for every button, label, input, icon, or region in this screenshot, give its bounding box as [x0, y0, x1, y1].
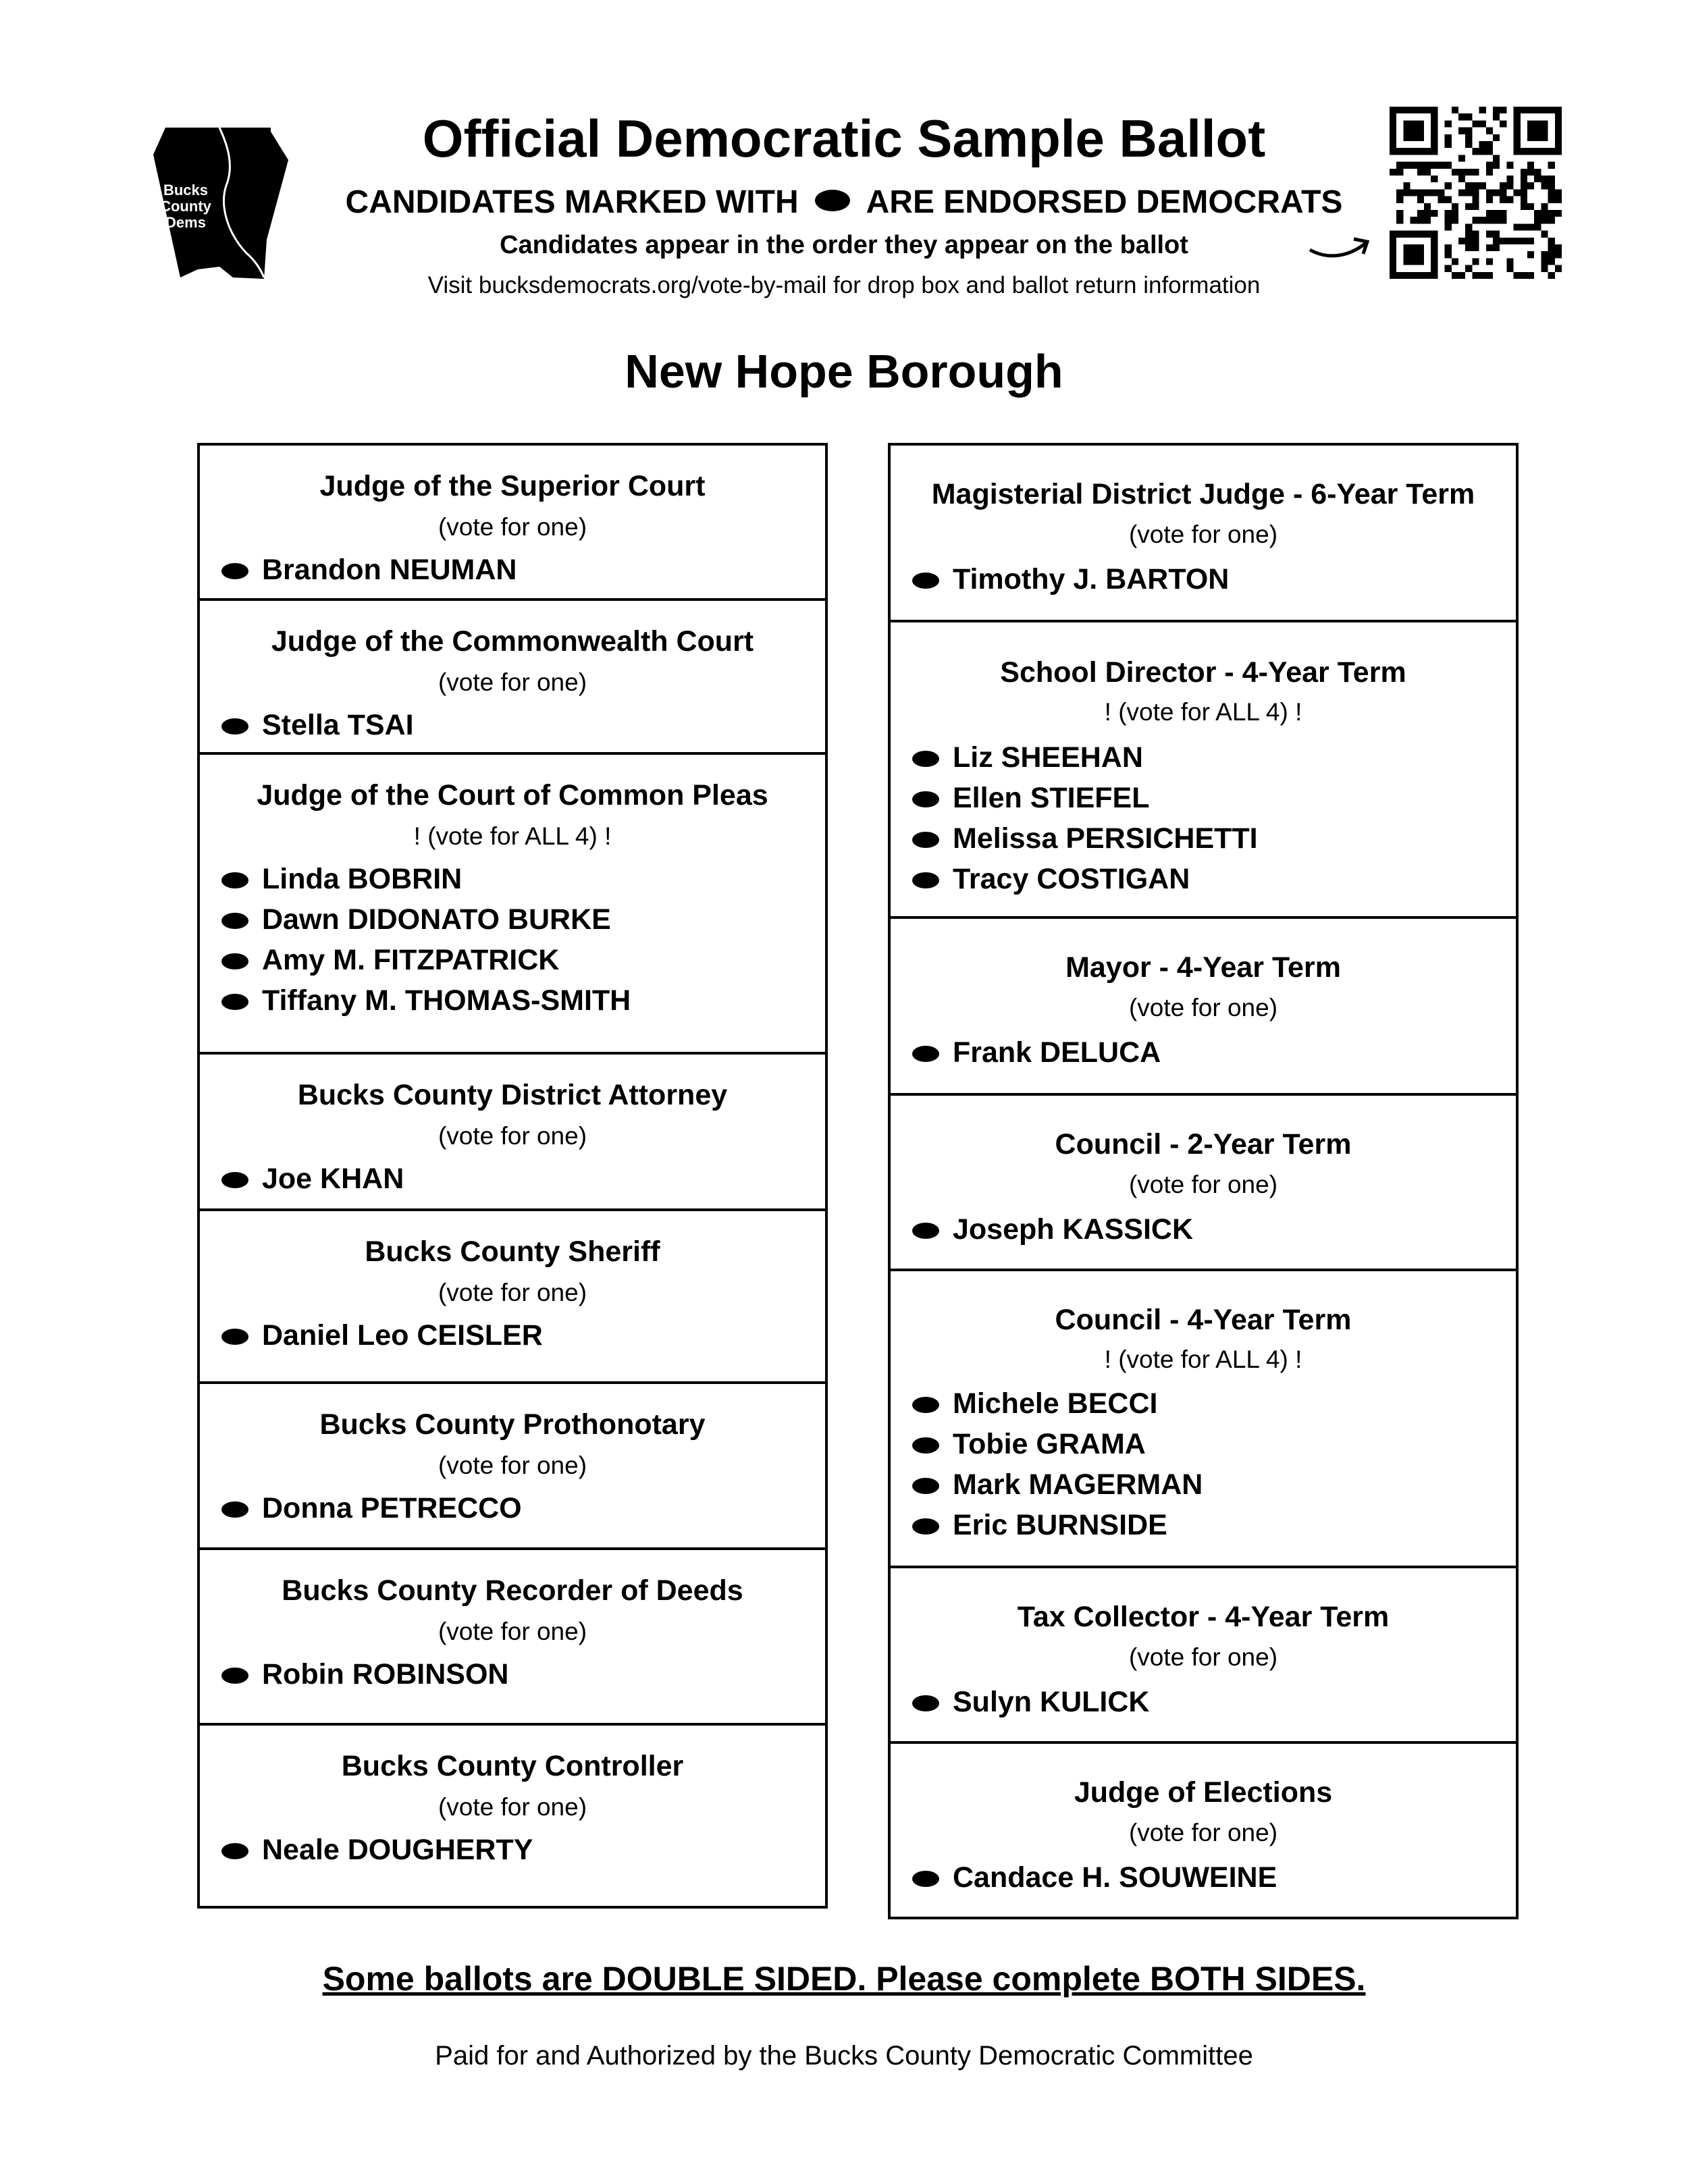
endorsed-oval-icon	[221, 1329, 248, 1345]
candidate-item	[953, 563, 1229, 596]
candidate-name: Amy M. FITZPATRICK	[262, 944, 560, 976]
endorsement-legend-suffix: ARE ENDORSED DEMOCRATS	[866, 184, 1343, 220]
endorsed-oval-icon	[221, 913, 248, 929]
logo-text-line3: Dems	[165, 214, 206, 231]
borough-name: New Hope Borough	[625, 345, 1063, 398]
right-races-column	[888, 443, 1519, 1919]
candidate-name: Robin ROBINSON	[262, 1658, 509, 1690]
race-box	[891, 919, 1516, 1096]
race-instruction: (vote for one)	[1128, 1819, 1278, 1846]
candidate-item	[262, 984, 631, 1017]
race-box	[200, 1384, 825, 1550]
race-box	[891, 1568, 1516, 1744]
candidate-name: Eric BURNSIDE	[953, 1509, 1167, 1541]
candidate-item	[262, 1319, 543, 1352]
double-sided-text: Some ballots are DOUBLE SIDED. Please complete BOTH SIDES.	[322, 1960, 1366, 1998]
race-title: Council - 2-Year Term	[1055, 1128, 1352, 1161]
race-title: Judge of the Court of Common Pleas	[257, 779, 768, 811]
candidate-name: Brandon NEUMAN	[262, 554, 517, 586]
candidate-item	[953, 1036, 1161, 1069]
candidate-item	[262, 1492, 522, 1525]
race-instruction: (vote for one)	[438, 513, 587, 541]
order-note: Candidates appear in the order they appear on the ballot	[500, 231, 1188, 259]
race-box	[200, 1550, 825, 1726]
endorsement-oval-icon	[815, 190, 850, 211]
race-box	[200, 1211, 825, 1384]
race-title: School Director - 4-Year Term	[1000, 656, 1406, 689]
endorsed-oval-icon	[912, 1437, 939, 1454]
race-title: Tax Collector - 4-Year Term	[1017, 1601, 1390, 1633]
candidate-name: Joseph KASSICK	[953, 1213, 1194, 1246]
candidate-name: Stella TSAI	[262, 709, 414, 741]
race-box	[891, 1744, 1516, 1922]
race-instruction: (vote for one)	[1128, 994, 1278, 1021]
candidate-item	[262, 1834, 533, 1867]
candidate-item	[262, 903, 611, 936]
endorsed-oval-icon	[221, 1668, 248, 1684]
ballot-title: Official Democratic Sample Ballot	[422, 109, 1266, 168]
candidate-item	[262, 1163, 404, 1196]
race-instruction: (vote for one)	[1128, 1171, 1278, 1198]
endorsed-oval-icon	[912, 1695, 939, 1711]
endorsed-oval-icon	[221, 1843, 248, 1859]
candidate-item	[953, 863, 1190, 896]
left-races-column	[197, 443, 828, 1909]
endorsed-oval-icon	[912, 1871, 939, 1887]
qr-code[interactable]	[1390, 107, 1562, 279]
candidate-item	[262, 863, 462, 896]
candidate-name: Donna PETRECCO	[262, 1492, 522, 1524]
double-sided-notice	[0, 1959, 1688, 1998]
logo-text-line1: Bucks	[163, 182, 209, 198]
candidate-name: Neale DOUGHERTY	[262, 1834, 533, 1866]
candidate-name: Tracy COSTIGAN	[953, 863, 1190, 895]
candidate-name: Tobie GRAMA	[953, 1428, 1146, 1460]
endorsement-legend-prefix: CANDIDATES MARKED WITH	[345, 184, 799, 220]
race-title: Bucks County Recorder of Deeds	[282, 1574, 743, 1607]
endorsed-oval-icon	[912, 1518, 939, 1535]
candidate-item	[262, 554, 517, 587]
candidate-name: Sulyn KULICK	[953, 1686, 1150, 1718]
endorsed-oval-icon	[221, 994, 248, 1010]
race-title: Bucks County District Attorney	[297, 1079, 728, 1111]
candidate-item	[953, 1428, 1146, 1461]
race-instruction: (vote for one)	[438, 668, 587, 696]
race-instruction: (vote for one)	[438, 1618, 587, 1645]
candidate-name: Candace H. SOUWEINE	[953, 1861, 1277, 1894]
candidate-item	[953, 1861, 1277, 1894]
candidate-name: Michele BECCI	[953, 1387, 1158, 1420]
race-instruction: (vote for one)	[438, 1451, 587, 1479]
endorsed-oval-icon	[221, 953, 248, 969]
endorsed-oval-icon	[912, 872, 939, 888]
race-box	[200, 1726, 825, 1903]
race-title: Mayor - 4-Year Term	[1065, 951, 1341, 984]
candidate-item	[262, 1658, 508, 1691]
race-instruction: ! (vote for ALL 4) !	[1104, 1346, 1302, 1373]
endorsed-oval-icon	[912, 572, 939, 589]
candidate-item	[953, 741, 1143, 774]
endorsed-oval-icon	[221, 1501, 248, 1518]
candidate-name: Tiffany M. THOMAS-SMITH	[262, 984, 631, 1017]
race-title: Council - 4-Year Term	[1055, 1304, 1352, 1336]
paid-for-notice: Paid for and Authorized by the Bucks County Democratic Committee	[435, 2041, 1253, 2071]
endorsed-oval-icon	[912, 1223, 939, 1239]
race-title: Judge of the Commonwealth Court	[271, 625, 754, 658]
race-instruction: (vote for one)	[438, 1793, 587, 1821]
race-instruction: ! (vote for ALL 4) !	[1104, 698, 1302, 726]
arrow-icon	[1307, 228, 1374, 262]
endorsed-oval-icon	[912, 1046, 939, 1062]
candidate-item	[953, 1468, 1203, 1501]
candidate-item	[953, 1509, 1167, 1542]
candidate-name: Melissa PERSICHETTI	[953, 822, 1258, 855]
race-box	[200, 1055, 825, 1211]
candidate-name: Joe KHAN	[262, 1163, 404, 1195]
candidate-name: Dawn DIDONATO BURKE	[262, 903, 611, 936]
race-title: Magisterial District Judge - 6-Year Term	[931, 478, 1475, 510]
candidate-name: Linda BOBRIN	[262, 863, 463, 895]
endorsed-oval-icon	[912, 1397, 939, 1413]
race-box	[891, 622, 1516, 919]
race-box	[200, 601, 825, 755]
race-instruction: ! (vote for ALL 4) !	[413, 822, 612, 850]
race-title: Judge of Elections	[1074, 1776, 1333, 1809]
endorsed-oval-icon	[912, 832, 939, 848]
race-box	[891, 1096, 1516, 1271]
race-title: Judge of the Superior Court	[319, 470, 706, 502]
race-title: Bucks County Prothonotary	[319, 1408, 706, 1441]
endorsed-oval-icon	[221, 718, 248, 735]
endorsed-oval-icon	[221, 872, 248, 888]
candidate-item	[262, 944, 559, 977]
candidate-item	[262, 709, 414, 742]
candidate-item	[953, 782, 1150, 815]
race-box	[200, 755, 825, 1055]
race-box	[200, 446, 825, 601]
race-box	[891, 1271, 1516, 1568]
candidate-name: Ellen STIEFEL	[953, 782, 1150, 814]
candidate-name: Daniel Leo CEISLER	[262, 1319, 543, 1352]
endorsed-oval-icon	[221, 1172, 248, 1188]
candidate-item	[953, 822, 1258, 855]
visit-note: Visit bucksdemocrats.org/vote-by-mail for drop box and ballot return information	[427, 272, 1261, 298]
candidate-name: Timothy J. BARTON	[953, 563, 1230, 595]
race-instruction: (vote for one)	[438, 1279, 587, 1306]
endorsed-oval-icon	[221, 563, 248, 579]
endorsed-oval-icon	[912, 751, 939, 767]
candidate-name: Liz SHEEHAN	[953, 741, 1143, 774]
race-instruction: (vote for one)	[1128, 521, 1278, 548]
logo-text-line2: County	[160, 198, 211, 215]
candidate-name: Mark MAGERMAN	[953, 1468, 1203, 1501]
race-title: Bucks County Controller	[341, 1750, 684, 1782]
candidate-name: Frank DELUCA	[953, 1036, 1161, 1069]
candidate-item	[953, 1387, 1157, 1420]
endorsed-oval-icon	[912, 791, 939, 807]
race-title: Bucks County Sheriff	[365, 1235, 660, 1268]
race-box	[891, 446, 1516, 622]
candidate-item	[953, 1686, 1149, 1719]
candidate-item	[953, 1213, 1193, 1246]
race-instruction: (vote for one)	[1128, 1643, 1278, 1671]
endorsed-oval-icon	[912, 1478, 939, 1494]
race-instruction: (vote for one)	[438, 1122, 587, 1150]
